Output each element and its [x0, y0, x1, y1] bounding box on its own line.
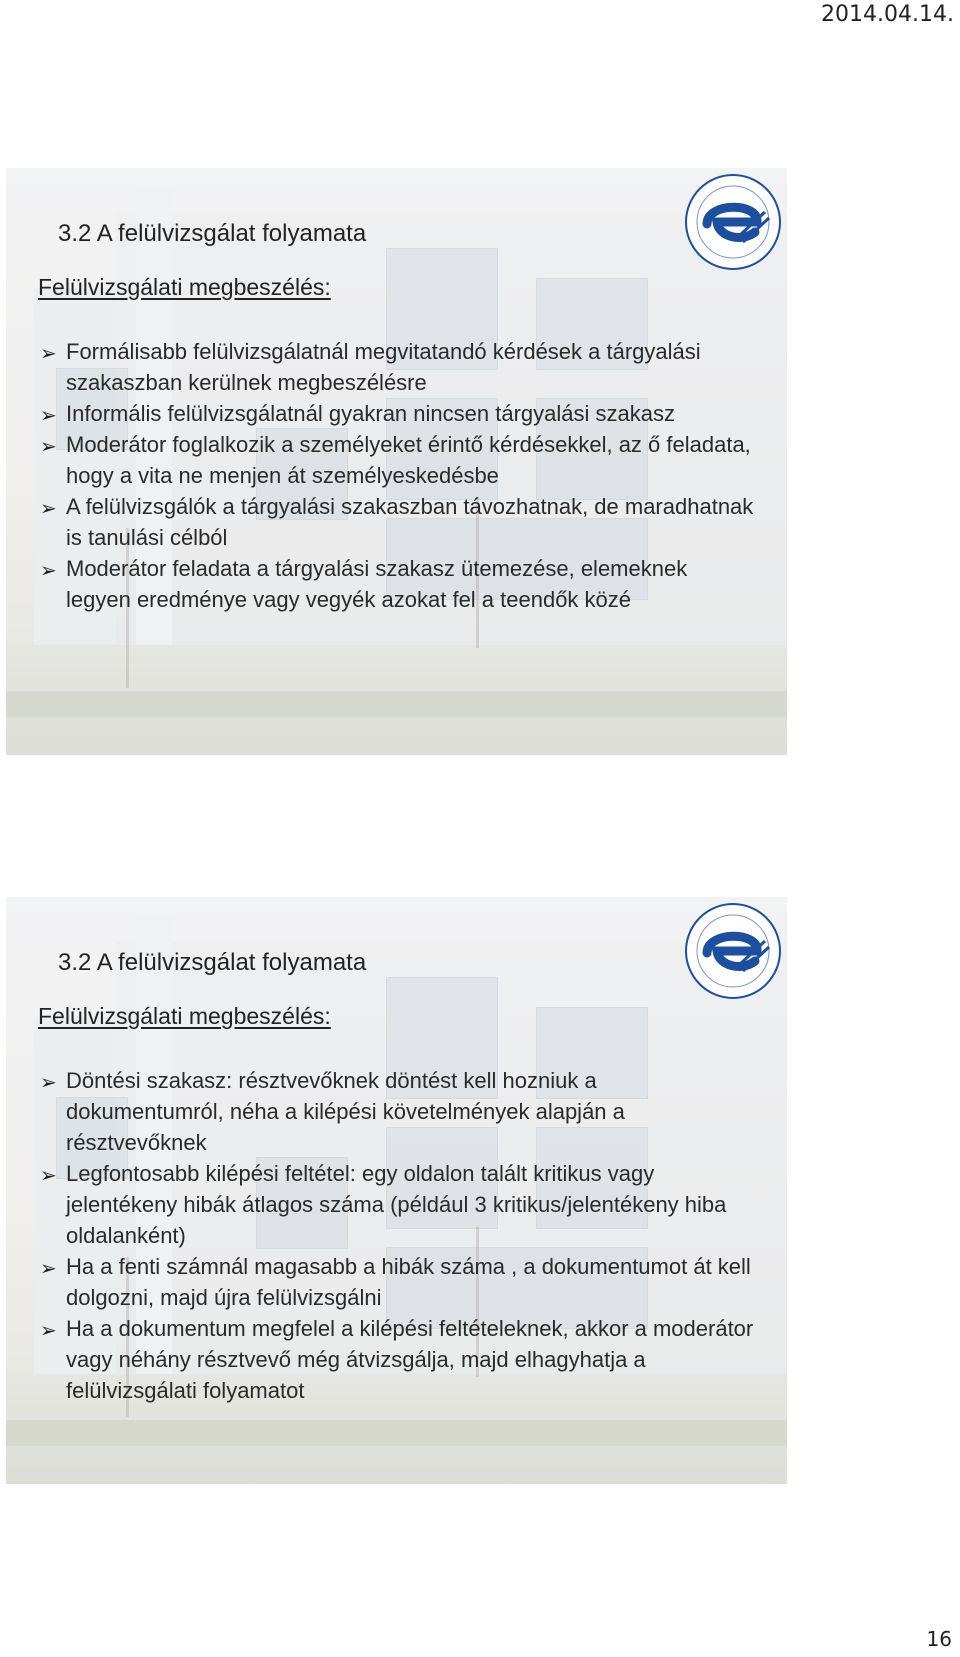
arrow-bullet-icon: ➢ [40, 343, 57, 365]
slide-2 [6, 897, 787, 1484]
list-item: ➢ Moderátor feladata a tárgyalási szakasz ütemezése, elemeknek legyen eredménye vagy vegyék azokat fel a teendők közé [40, 556, 688, 612]
slide-title: 3.2 A felülvizsgálat folyamata [58, 949, 367, 976]
list-item: ➢ Ha a dokumentum megfelel a kilépési feltételeknek, akkor a moderátor vagy néhány résztvevő még átvizsgálja, majd elhagyhatja a felülvizsgálati folyamatot [40, 1316, 754, 1403]
page-number: 16 [926, 1627, 952, 1651]
arrow-bullet-icon: ➢ [40, 1072, 57, 1094]
bullet-list [38, 1065, 758, 1406]
arrow-bullet-icon: ➢ [40, 436, 57, 458]
bullet-list [38, 336, 758, 615]
section-heading: Felülvizsgálati megbeszélés: [38, 274, 331, 300]
list-item: ➢ Legfontosabb kilépési feltétel: egy oldalon talált kritikus vagy jelentékeny hibák átlagos száma (például 3 kritikus/jelentékeny hiba oldalanként) [40, 1161, 727, 1248]
arrow-bullet-icon: ➢ [40, 560, 57, 582]
arrow-bullet-icon: ➢ [40, 1320, 57, 1342]
list-item: ➢ A felülvizsgálók a tárgyalási szakaszban távozhatnak, de maradhatnak is tanulási célból [40, 494, 754, 550]
slide-1 [6, 168, 787, 755]
list-item: ➢ Informális felülvizsgálatnál gyakran nincsen tárgyalási szakasz [38, 398, 758, 429]
list-item: ➢ Moderátor foglalkozik a személyeket érintő kérdésekkel, az ő feladata, hogy a vita ne menjen át személyeskedésbe [40, 432, 751, 488]
university-faculty-logo-icon [683, 172, 783, 272]
slide-title: 3.2 A felülvizsgálat folyamata [58, 220, 367, 247]
list-item: ➢ Döntési szakasz: résztvevőknek döntést kell hozniuk a dokumentumról, néha a kilépési követelmények alapján a résztvevőknek [40, 1068, 625, 1155]
section-heading: Felülvizsgálati megbeszélés: [38, 1003, 331, 1029]
list-item: ➢ Ha a fenti számnál magasabb a hibák száma , a dokumentumot át kell dolgozni, majd újra felülvizsgálni [40, 1254, 751, 1310]
arrow-bullet-icon: ➢ [40, 405, 57, 427]
list-item: ➢ Formálisabb felülvizsgálatnál megvitatandó kérdések a tárgyalási szakaszban kerülnek megbeszélésre [40, 339, 701, 395]
arrow-bullet-icon: ➢ [40, 1258, 57, 1280]
university-faculty-logo-icon [683, 901, 783, 1001]
arrow-bullet-icon: ➢ [40, 498, 57, 520]
page-date: 2014.04.14. [821, 2, 954, 27]
arrow-bullet-icon: ➢ [40, 1165, 57, 1187]
